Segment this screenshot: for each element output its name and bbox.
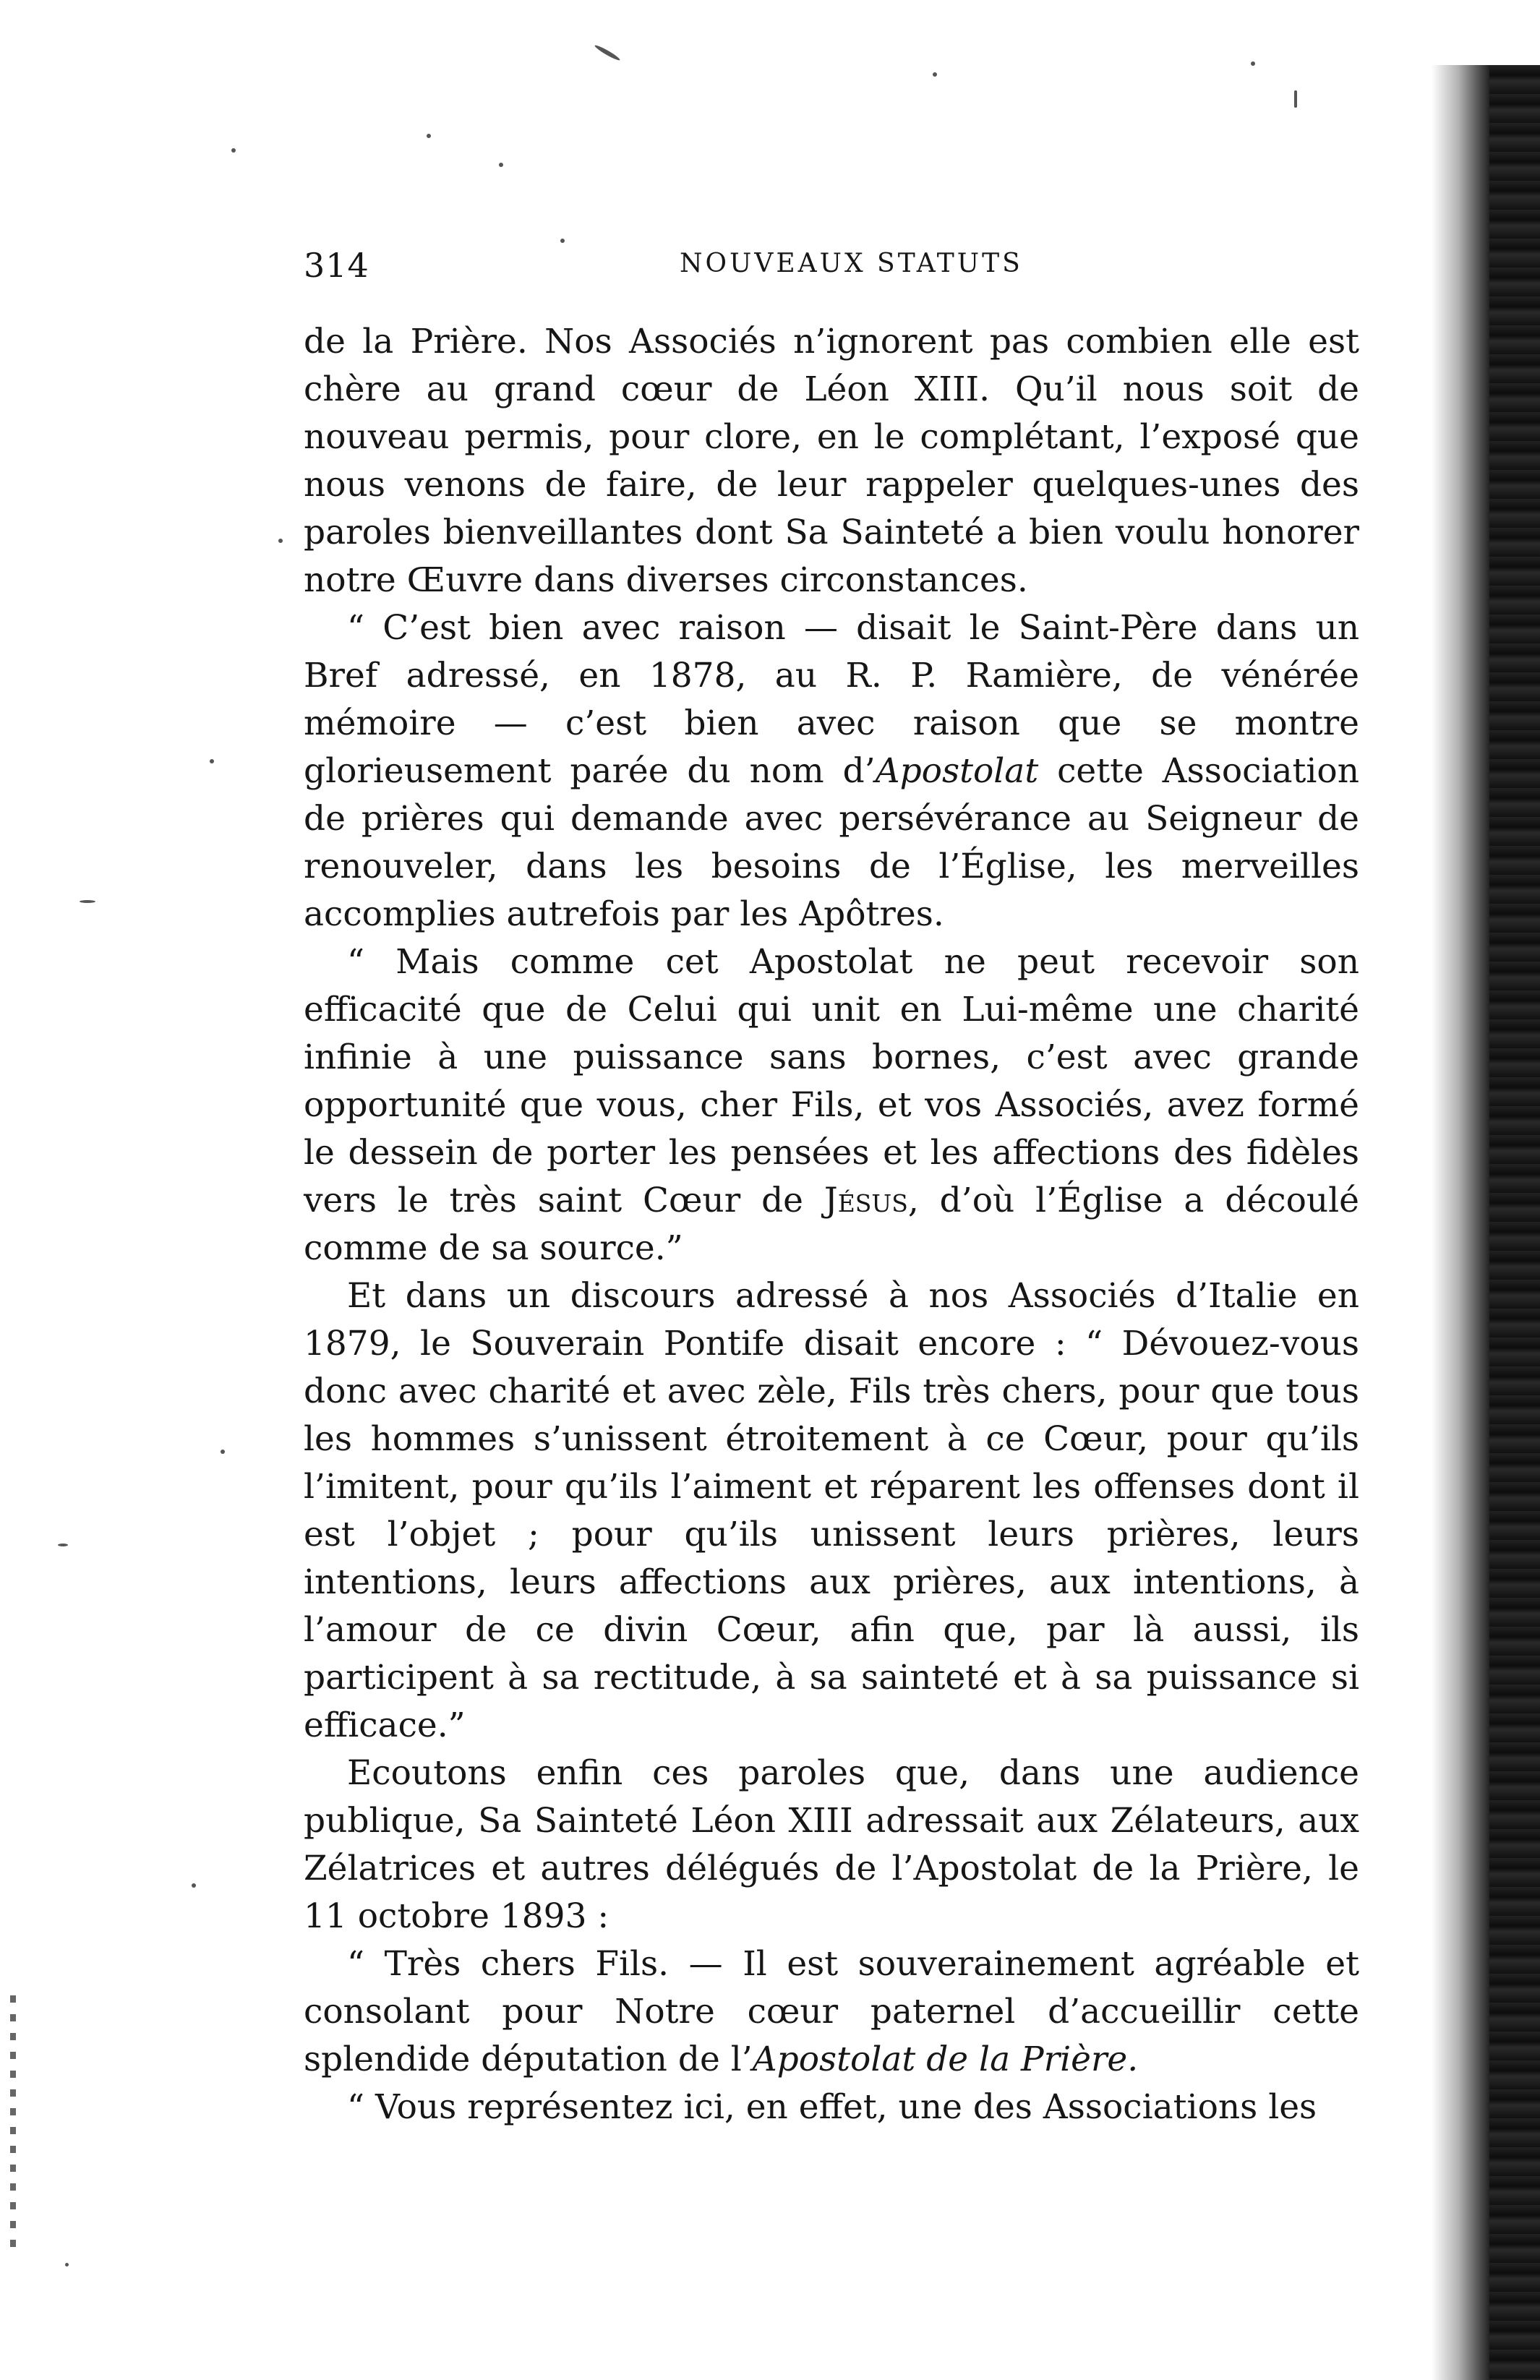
scan-shadow-edge-inner: [1489, 65, 1540, 2380]
paragraph-5: Ecoutons enfin ces paroles que, dans une audience publique, Sa Sainteté Léon XIII adressait aux Zélateurs, aux Zélatrices et autres délégués de l’Apostolat de la Prière, le 11 octobre 1893 :: [304, 1753, 1359, 1936]
running-title: NOUVEAUX STATUTS: [680, 249, 1023, 278]
scan-speck: [594, 43, 621, 61]
scan-speck: [1251, 61, 1255, 66]
scan-speck: [278, 539, 283, 543]
scan-speck: [1294, 90, 1297, 108]
scan-speck: [933, 72, 937, 77]
paragraph-7: “ Vous représentez ici, en effet, une des Associations les: [347, 2087, 1317, 2127]
scan-speck: [427, 134, 431, 138]
scan-speck: [499, 163, 503, 167]
paragraph-6: [304, 1940, 1359, 2084]
paragraph-4: Et dans un discours adressé à nos Associés d’Italie en 1879, le Souverain Pontife disait encore : “ Dévouez-vous donc avec charité et avec zèle, Fils très chers, pour que tous les hommes s’unissent étroitement à ce Cœur, pour qu’ils l’imitent, pour qu’ils l’aiment et réparent les offenses dont il est l’objet ; pour qu’ils unissent leurs prières, leurs intentions, leurs affections aux prières, aux intentions, à l’amour de ce divin Cœur, afin que, par là aussi, ils participent à sa rectitude, à sa sainteté et à sa puissance si efficace.”: [304, 1276, 1359, 1745]
paragraph-6-italic: Apostolat de la Prière.: [752, 2039, 1139, 2079]
scan-margin-marks: [10, 1995, 16, 2256]
paragraph-1: de la Prière. Nos Associés n’ignorent pas combien elle est chère au grand cœur de Léon XIII. Qu’il nous soit de nouveau permis, pour clore, en le complétant, l’exposé que nous venons de faire, de leur rappeler quelques-unes des paroles bienveillantes dont Sa Sainteté a bien voulu honorer notre Œuvre dans diverses circonstances.: [304, 322, 1359, 600]
paragraph-6-text-before: “ Très chers Fils. — Il est souverainement agréable et consolant pour Notre cœur paternel d’accueillir cette splendide députation de l’: [304, 1944, 1359, 2079]
paragraph-3-small-caps: Jésus: [824, 1181, 908, 1220]
paragraph-3-text-after: , d’où l’Église a découlé comme de sa source.”: [304, 1181, 1359, 1268]
scan-speck: [65, 2263, 69, 2266]
scan-speck: [58, 1544, 68, 1546]
scan-speck: [560, 239, 565, 243]
paragraph-3-text-before: “ Mais comme cet Apostolat ne peut recevoir son efficacité que de Celui qui unit en Lui-même une charité infinie à une puissance sans bornes, c’est avec grande opportunité que vous, cher Fils, et vos Associés, avez formé le dessein de porter les pensées et les affections des fidèles vers le très saint Cœur de: [304, 942, 1359, 1220]
scan-speck: [80, 900, 95, 903]
scan-speck: [221, 1450, 225, 1454]
paragraph-2-italic: Apostolat: [875, 751, 1039, 791]
page-header: [304, 246, 1345, 289]
scan-speck: [231, 148, 236, 153]
paragraph-3: [304, 938, 1359, 1272]
paragraph-2-text-before: “ C’est bien avec raison — disait le Saint-Père dans un Bref adressé, en 1878, au R. P. Ramière, de vénérée mémoire — c’est bien avec raison que se montre glorieusement parée du nom d’: [304, 608, 1359, 791]
scan-speck: [192, 1883, 196, 1888]
page-number: 314: [304, 246, 369, 285]
scan-shadow-edge: [1432, 65, 1540, 2380]
paragraph-2: [304, 604, 1359, 938]
scan-speck: [210, 759, 214, 763]
body-text: [304, 318, 1359, 2131]
paragraph-2-text-after: cette Association de prières qui demande avec persévérance au Seigneur de renouveler, dans les besoins de l’Église, les merveilles accomplies autrefois par les Apôtres.: [304, 751, 1360, 934]
